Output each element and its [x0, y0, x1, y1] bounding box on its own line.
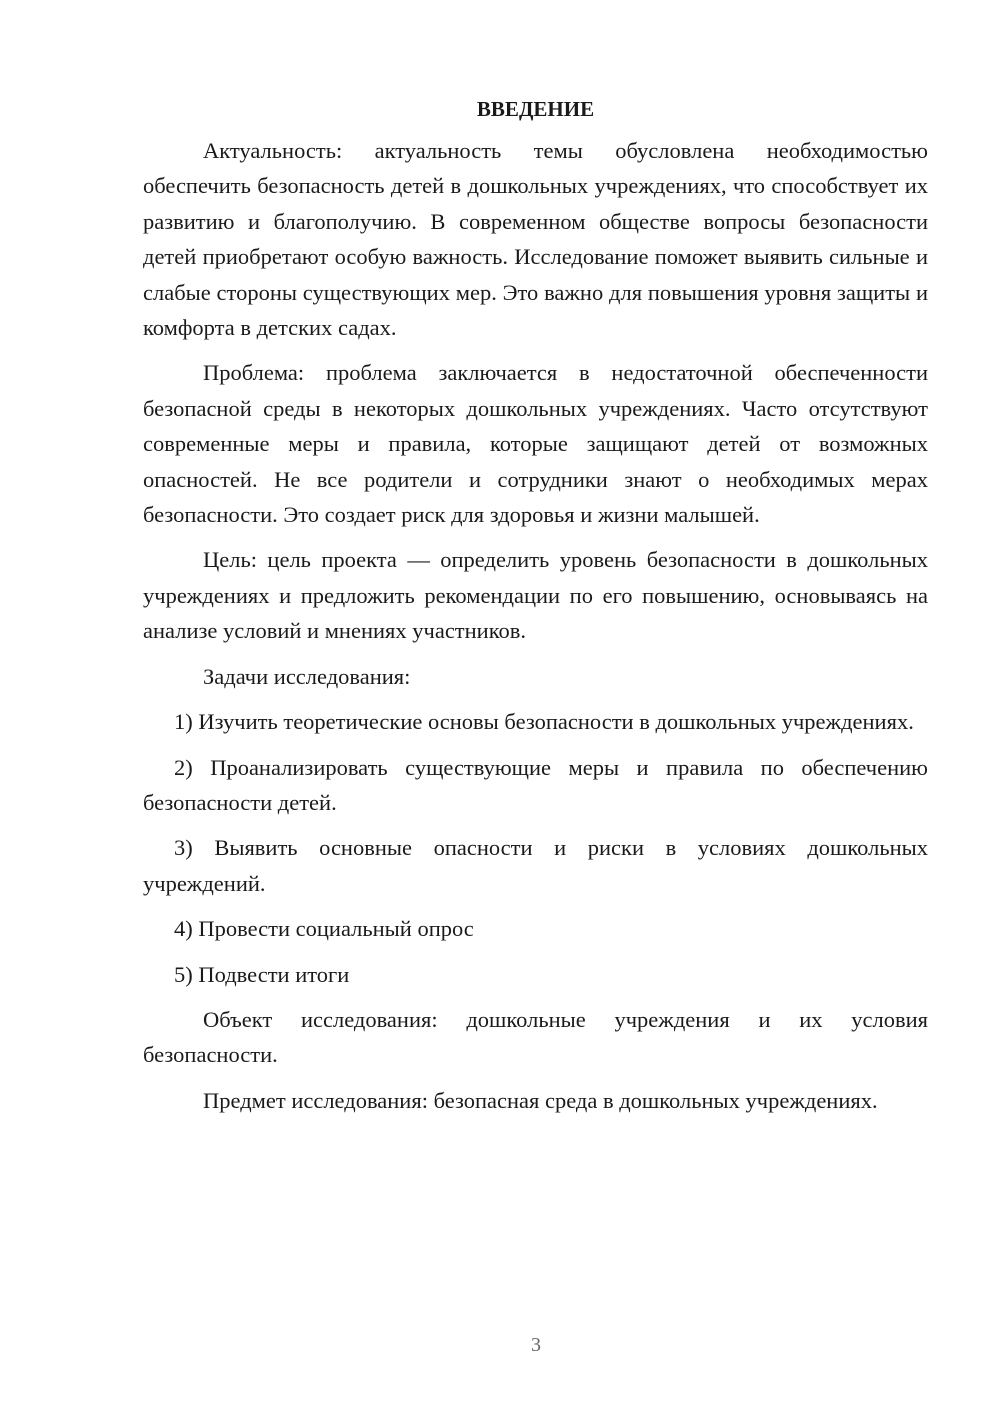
task-item-2: 2) Проанализировать существующие меры и правила по обеспечению безопасности детей. [143, 754, 928, 815]
task-item-1: 1) Изучить теоретические основы безопасности в дошкольных учреждениях. [174, 709, 914, 735]
document-page [143, 92, 928, 1118]
task-item-4: 4) Провести социальный опрос [174, 916, 474, 942]
page-title: ВВЕДЕНИЕ [476, 97, 595, 121]
task-item-5: 5) Подвести итоги [174, 961, 350, 987]
paragraph-problem: Проблема: проблема заключается в недостаточной обеспеченности безопасной среды в некоторых дошкольных учреждениях. Часто отсутствуют современные меры и правила, которые защищают детей от возможных опасностей. Не все родители и сотрудники знают о необходимых мерах безопасности. Это создает риск для здоровья и жизни малышей. [143, 360, 928, 528]
page-number: 3 [531, 1334, 541, 1356]
paragraph-object: Объект исследования: дошкольные учреждения и их условия безопасности. [143, 1006, 928, 1068]
task-item-3: 3) Выявить основные опасности и риски в условиях дошкольных учреждений. [143, 835, 928, 896]
paragraph-relevance: Актуальность: актуальность темы обусловлена необходимостью обеспечить безопасность детей в дошкольных учреждениях, что способствует их развитию и благополучию. В современном обществе вопросы безопасности детей приобретают особую важность. Исследование поможет выявить сильные и слабые стороны существующих мер. Это важно для повышения уровня защиты и комфорта в детских садах. [143, 138, 928, 341]
tasks-title: Задачи исследования: [203, 663, 411, 689]
paragraph-goal: Цель: цель проекта — определить уровень безопасности в дошкольных учреждениях и предложить рекомендации по его повышению, основываясь на анализе условий и мнениях участников. [143, 547, 928, 644]
paragraph-subject: Предмет исследования: безопасная среда в дошкольных учреждениях. [203, 1087, 878, 1113]
